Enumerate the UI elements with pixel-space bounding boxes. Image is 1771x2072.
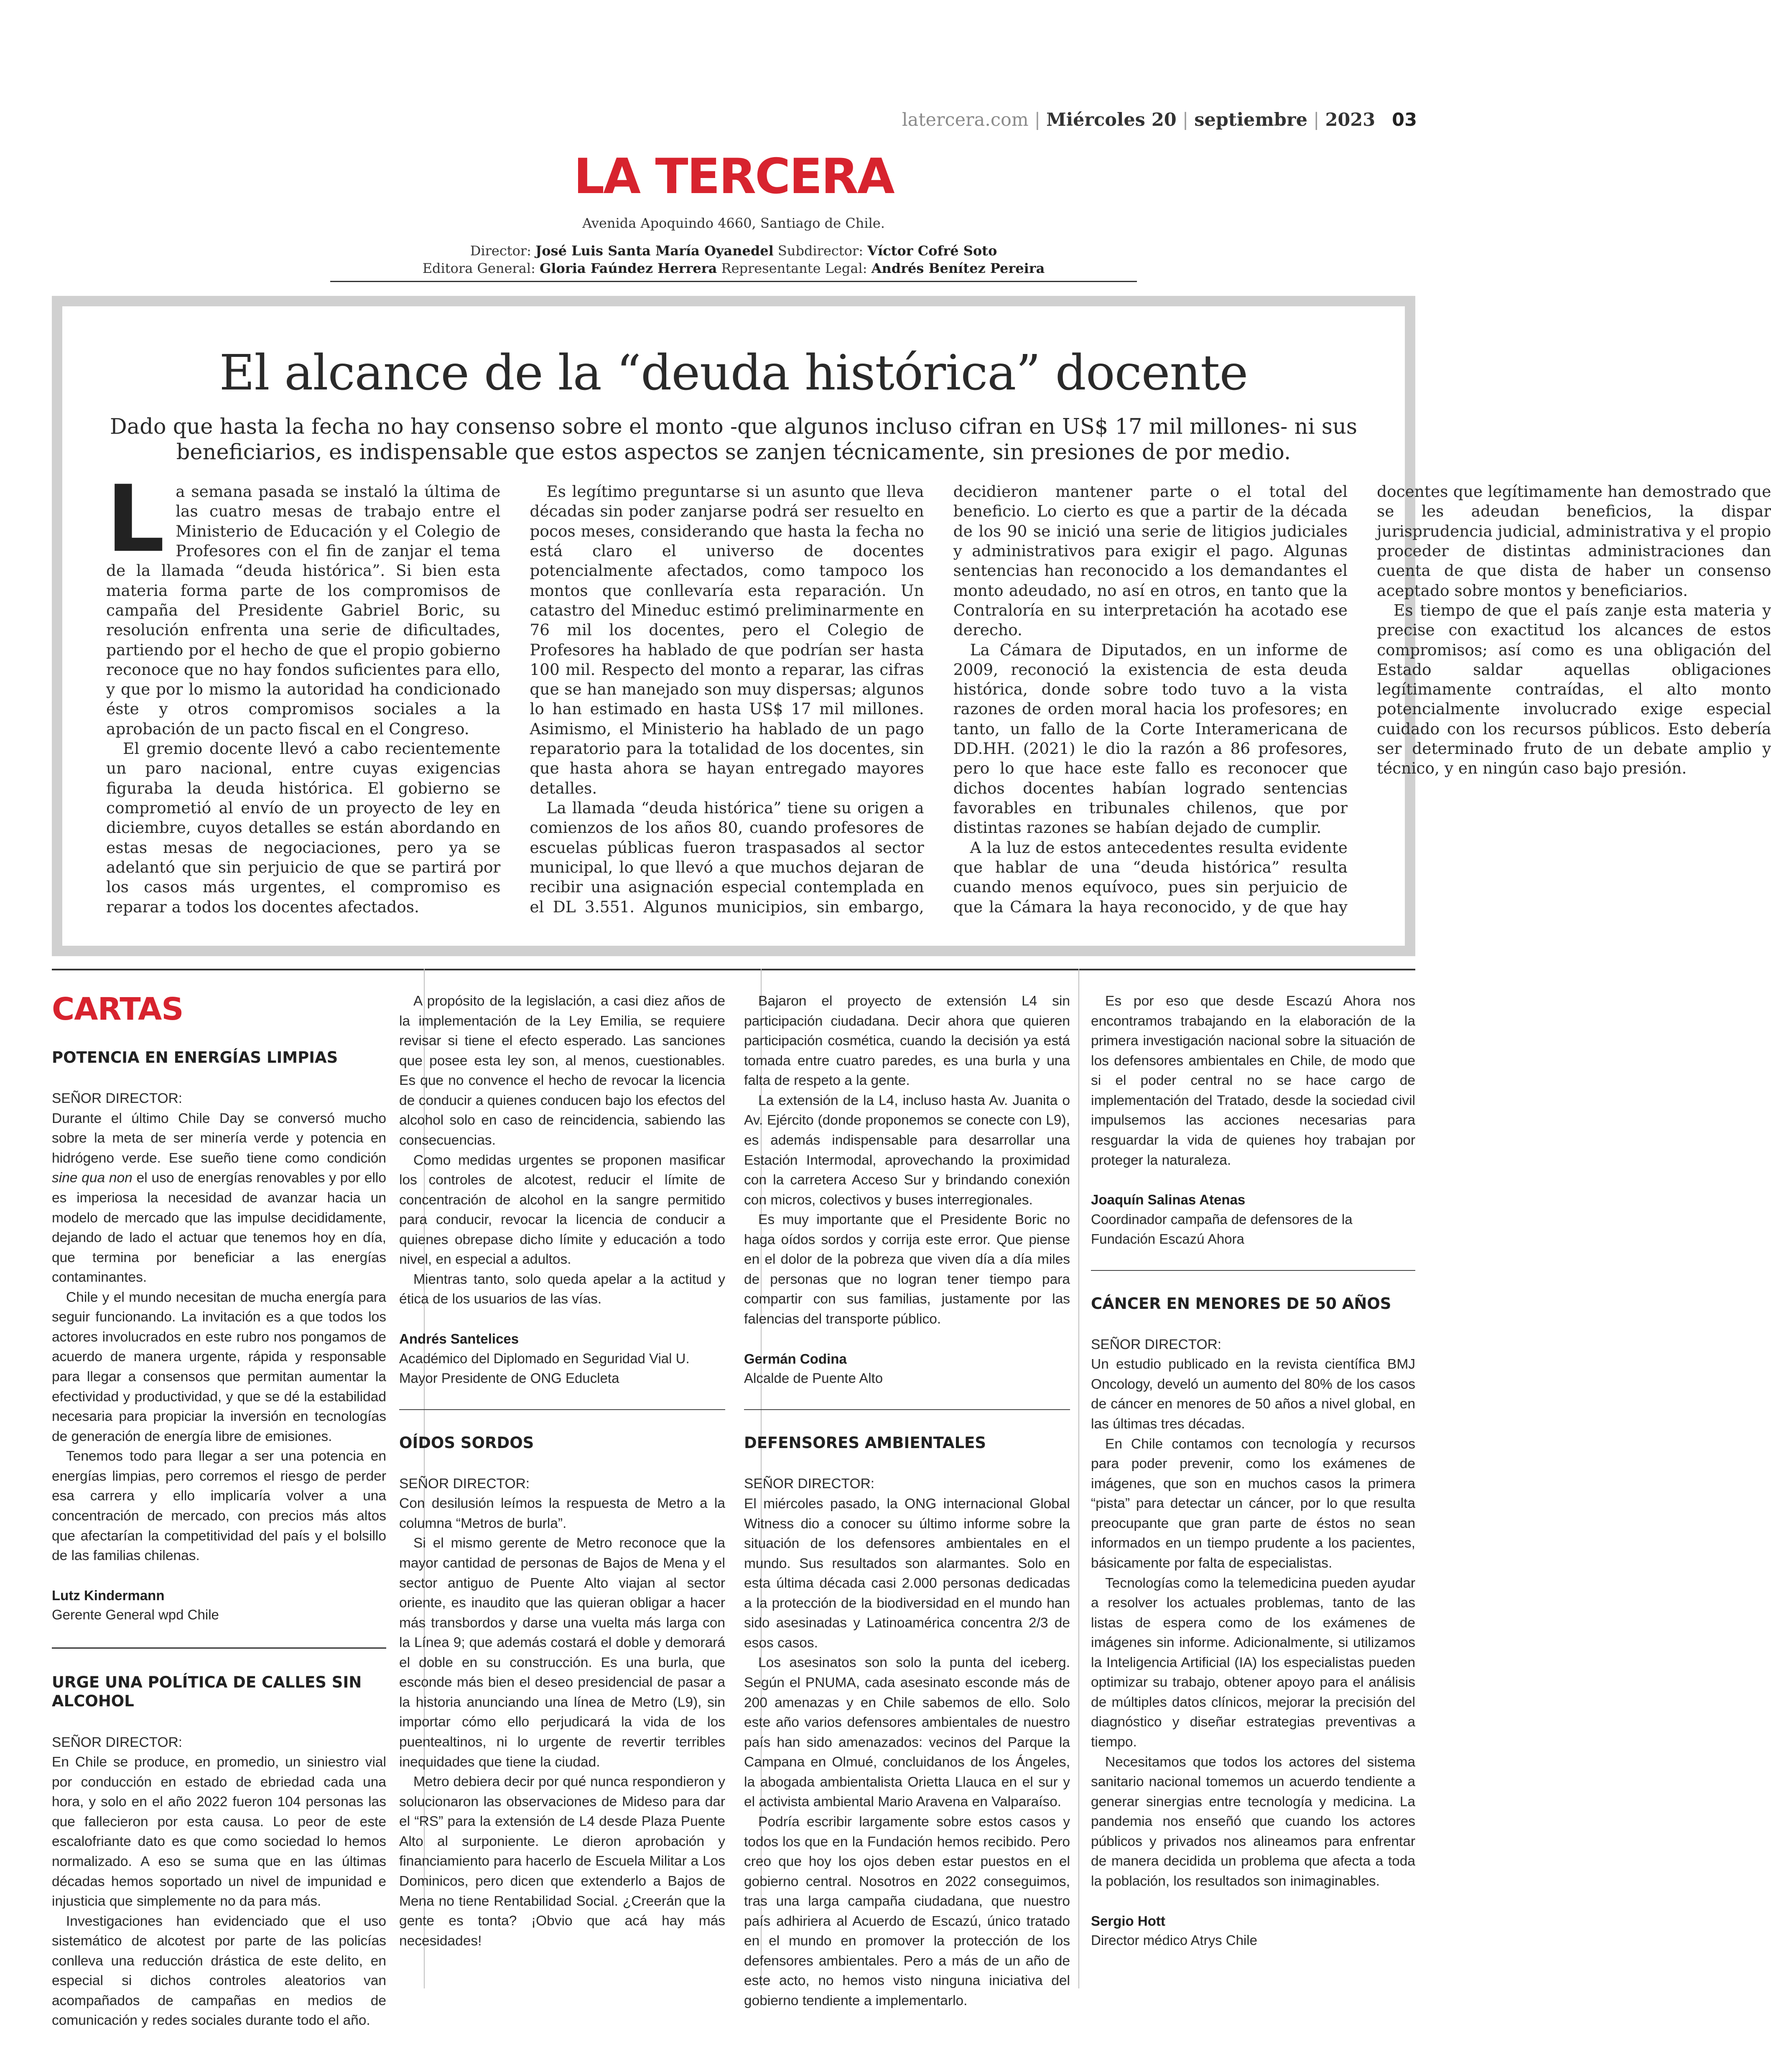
author-role: Coordinador campaña de defensores de la Fundación Escazú Ahora [1091,1211,1353,1247]
masthead [330,148,1137,277]
letter-paragraph: Los asesinatos son solo la punta del iceberg. Según el PNUMA, cada asesinato esconde más de 200 amenazas y en Chile sabemos de ello. Solo este año varios defensores ambientales de nuestro país han sido amenazados: vecinos del Parque la Campana en Olmué, concluidanos de los Ángeles, la abogada ambientalista Orietta Llauca en el sur y el activista ambiental Mario Aravena en Valparaíso. [744,1655,1070,1810]
page-header-line [902,109,1417,130]
editorial-headline: El alcance de la “deuda histórica” docente [219,345,1248,401]
salutation: SEÑOR DIRECTOR: [52,1734,183,1750]
letter-paragraph: Es muy importante que el Presidente Boric no haga oídos sordos y corrija este error. Que piense en el dolor de la pobreza que viven día a día miles de personas que no logran tener tiempo para compartir con sus familias, justamente por las falencias del transporte público. [744,1212,1070,1327]
author-role: Académico del Diplomado en Seguridad Vial U. Mayor Presidente de ONG Educleta [399,1350,690,1386]
header-separator: | [1034,109,1041,130]
letter-signature [744,1349,1070,1389]
letter-paragraph: Es por eso que desde Escazú Ahora nos encontramos trabajando en la elaboración de la primera investigación nacional sobre la situación de los defensores ambientales en Chile, de modo que si el poder central no se hace cargo de implementación del Tratado, desde la sociedad civil impulsemos las acciones necesarias para resguardar la vida de quienes hoy trabajan por proteger la naturaleza. [1091,993,1415,1168]
drop-cap: L [106,466,165,573]
cartas-section-title: CARTAS [52,991,183,1027]
column-divider [1078,969,1079,1988]
header-separator: | [1313,109,1320,130]
salutation: SEÑOR DIRECTOR: [1091,1336,1222,1352]
subdirector-name: Víctor Cofré Soto [867,243,997,259]
letter-paragraph: En Chile contamos con tecnología y recursos para poder prevenir, como los exámenes de imágenes, que son en muchos casos la primera “pista” para detectar un cáncer, por lo que resulta preocupante que gran parte de éstos no sean informados en un tiempo prudente a los pacientes, básicamente por falta de especialistas. [1091,1436,1415,1571]
page-number: 03 [1392,109,1417,130]
letter-paragraph: El miércoles pasado, la ONG internacional Global Witness dio a conocer su último informe sobre la situación de los defensores ambientales en el mundo. Sus resultados son alarmantes. Solo en esta última década casi 2.000 personas dedicadas a la protección de la biodiversidad en el mundo han sido asesinadas y Latinoamérica concentra 2/3 de esos casos. [744,1496,1070,1651]
letter-paragraph: Un estudio publicado en la revista científica BMJ Oncology, develó un aumento del 80% de los casos de cáncer en menores de 50 años a nivel global, en las últimas tres décadas. [1091,1357,1415,1432]
letter-paragraph: Bajaron el proyecto de extensión L4 sin participación ciudadana. Decir ahora que quieren participación cosmética, cuando la decisión ya está tomada entre cuatro paredes, es una burla y una falta de respeto a la gente. [744,993,1070,1089]
newspaper-logo: LA TERCERA [573,148,894,205]
site-url[interactable]: latercera.com [902,109,1029,130]
editorial-paragraph: La Cámara de Diputados, en un informe de 2009, reconoció la existencia de esta deuda histórica, donde sobre todo tuvo a la vista razones de orden moral hacia los profesores; en tanto, un fallo de la Corte Interamericana de DD.HH. (2021) le dio la razón a 86 profesores, pero lo que hace este fallo es reconocer que dichos docentes habían logrado sentencias favorables en tribunales chilenos, que por distintas razones se habían dejado de cumplir. [953,640,1348,837]
author-name: Lutz Kindermann [52,1587,165,1603]
letter-title: DEFENSORES AMBIENTALES [744,1434,986,1452]
letter-paragraph: Con desilusión leímos la respuesta de Metro a la columna “Metros de burla”. [399,1496,725,1531]
letter-paragraph: Necesitamos que todos los actores del sistema sanitario nacional tomemos un acuerdo tendiente a generar sinergias entre tecnología y medicina. La pandemia nos enseñó que cuando los actores públicos y privados nos alineamos para enfrentar de manera decidida un problema que afecta a toda la población, los resultados son inimaginables. [1091,1754,1415,1889]
letter-paragraph: Si el mismo gerente de Metro reconoce que la mayor cantidad de personas de Bajos de Mena y el sector antiguo de Puente Alto viajan al sector oriente, es inaudito que las quieran obligar a hacer más transbordos y darse una vuelta más larga con la Línea 9; que además costará el doble y demorará el doble en su construcción. Es una burla, que esconde más bien el deseo presidencial de pasar a la historia anunciando una línea de Metro (L9), sin importar cómo ello perjudicará la vida de los puentealtinos, ni lo urgente de revertir terribles inequidades que tiene la ciudad. [399,1535,725,1770]
editorial-paragraph: La llamada “deuda histórica” tiene su origen a comienzos de los años 80, cuando profesores de escuelas públicas fueron traspasados al sector municipal, lo que llevó a que muchos dejaran de recibir una asignación especial contemplada en el DL 3.551. Algunos municipios, sin embargo, decidieron mantener parte o el total del beneficio. Lo cierto es que a partir de la década de los 90 se inició una serie de litigios judiciales y administrativos para exigir el pago. Algunas sentencias han reconocido a los demandantes el monto adeudado, no así en otros, en tanto que la Contraloría en su interpretación ha acotado ese derecho. [530,482,1348,916]
letter-signature [1091,1912,1415,1951]
letter-divider [1091,1270,1415,1271]
staff-line-2: Editora General: Gloria Faúndez Herrera Representante Legal: Andrés Benítez Pereira [422,260,1045,277]
letter-title: POTENCIA EN ENERGÍAS LIMPIAS [52,1049,338,1067]
letters-column-3 [744,991,1070,2011]
letter-signature [1091,1190,1415,1249]
author-role: Director médico Atrys Chile [1091,1932,1257,1948]
letter-divider [399,1409,725,1410]
letter-signature [399,1329,725,1388]
author-name: Germán Codina [744,1351,847,1367]
editorial-box [52,296,1771,956]
masthead-divider [330,281,1137,282]
letter-title: URGE UNA POLÍTICA DE CALLES SIN ALCOHOL [52,1673,362,1711]
letter-paragraph: Mientras tanto, solo queda apelar a la actitud y ética de los usuarios de las vías. [399,1271,725,1307]
staff-box [330,242,1137,277]
editor-name: Gloria Faúndez Herrera [540,260,717,277]
letters-column-2 [399,991,725,1951]
editorial-paragraph: A la luz de estos antecedentes resulta evidente que hablar de una “deuda histórica” resulta cuando menos equívoco, pues sin perjuicio de que la Cámara la haya reconocido, y de que hay docentes que legítimamente han demostrado que se les adeudan beneficios, la dispar jurisprudencia judicial, administrativa y el propio proceder de distintas administraciones dan cuenta de que dista de haber un consenso aceptado sobre montos y beneficiarios. [953,482,1771,916]
letter-paragraph: En Chile se produce, en promedio, un siniestro vial por conducción en estado de ebriedad cada una hora, y solo en el año 2022 fueron 104 personas las que fallecieron por esta causa. Lo peor de este escalofriante dato es que como sociedad lo hemos normalizado. A eso se suma que en las últimas décadas hemos soportado un nivel de impunidad e injusticia que simplemente no da para más. [52,1754,386,1909]
legal-rep-name: Andrés Benítez Pereira [871,260,1045,277]
editorial-panel [62,306,1771,946]
header-day: Miércoles 20 [1046,109,1177,130]
letter-paragraph: Investigaciones han evidenciado que el uso sistemático de alcotest por parte de las policías conlleva una reducción drástica de este delito, en especial si dichos controles aleatorios van acompañados de campañas en medios de comunicación y redes sociales durante todo el año. [52,1913,386,2029]
letter-paragraph: A propósito de la legislación, a casi diez años de la implementación de la Ley Emilia, se requiere revisar si tiene el efecto esperado. Las sanciones que posee esta ley son, al menos, cuestionables. Es que no convence el hecho de revocar la licencia de conducir a quienes conducen bajo los efectos del alcohol solo en caso de reincidencia, sabiendo las consecuencias. [399,993,725,1148]
author-name: Andrés Santelices [399,1331,519,1347]
salutation: SEÑOR DIRECTOR: [399,1476,530,1492]
letter-paragraph: La extensión de la L4, incluso hasta Av. Juanita o Av. Ejército (donde proponemos se conecte con L9), es además indispensable para desarrollar una Estación Intermodal, aprovechando la proximidad con la carretera Acceso Sur y brindando conexión con micros, colectivos y buses interregionales. [744,1092,1070,1208]
editorial-paragraph: Es legítimo preguntarse si un asunto que lleva décadas sin poder zanjarse podrá ser resuelto en pocos meses, considerando que hasta la fecha no está claro el universo de docentes potencialmente afectados, como tampoco los montos que conllevaría esta reparación. Un catastro del Mineduc estimó preliminarmente en 76 mil los docentes, pero el Colegio de Profesores ha hablado de que podrían ser hasta 100 mil. Respecto del monto a reparar, las cifras que se han manejado son muy dispersas; algunos lo han estimado en hasta US$ 17 mil millones. Asimismo, el Ministerio ha hablado de un pago reparatorio para la totalidad de los docentes, sin que hasta ahora se hayan entregado mayores detalles. [530,482,924,797]
header-month: septiembre [1194,109,1307,130]
letters-column-4 [1091,991,1415,1950]
author-role: Gerente General wpd Chile [52,1607,219,1623]
letter-paragraph: Durante el último Chile Day se conversó mucho sobre la meta de ser minería verde y potencia en hidrógeno verde. Ese sueño tiene como condición sine qua non el uso de energías renovables y por ello es imperiosa la necesidad de avanzar hacia un modelo de mercado que las impulse decididamente, dejando de lado el actuar que tenemos hoy en día, que termina por beneficiar a las energías contaminantes. [52,1110,386,1285]
letters-column-1 [52,1048,386,2031]
letter-divider [744,1409,1070,1410]
letter-paragraph: Metro debiera decir por qué nunca respondieron y solucionaron las observaciones de Mideso para dar el “RS” para la extensión de L4 desde Plaza Puente Alto al surponiente. Le dieron aprobación y financiamiento para hacerlo de Escuela Militar a Los Dominicos, pero dicen que extenderlo a Bajos de Mena no tiene Rentabilidad Social. ¿Creerán que la gente es tonta? ¡Obvio que acá hay más necesidades! [399,1774,725,1949]
letter-paragraph: Podría escribir largamente sobre estos casos y todos los que en la Fundación hemos recibido. Pero creo que hoy los ojos deben estar puestos en el gobierno central. Nosotros en 2022 conseguimos, tras una larga campaña ciudadana, que nuestro país adhiriera al Acuerdo de Escazú, único tratado en el mundo en promover la protección de los defensores ambientales. Pero a más de un año de este acto, no hemos visto ninguna iniciativa del gobierno tendiente a implementarlo. [744,1814,1070,2009]
letter-paragraph: Como medidas urgentes se proponen masificar los controles de alcotest, reducir el límite de concentración de alcohol en la sangre permitido para conducir, revocar la licencia de conducir a quienes obrepase dicho límite y educación a todo nivel, en especial a adultos. [399,1152,725,1268]
author-name: Sergio Hott [1091,1913,1165,1929]
editorial-deck: Dado que hasta la fecha no hay consenso sobre el monto -que algunos incluso cifran en US$ 17 mil millones- ni sus beneficiarios, es indispensable que estos aspectos se zanjen técnicamente, sin presiones de por medio. [110,415,1358,465]
editorial-paragraph: La semana pasada se instaló la última de las cuatro mesas de trabajo entre el Ministerio de Educación y el Colegio de Profesores con el fin de zanjar el tema de la llamada “deuda histórica”. Si bien esta materia forma parte de los compromisos de campaña del Presidente Gabriel Boric, su resolución enfrenta una serie de dificultades, partiendo por el hecho de que el propio gobierno reconoce que no hay fondos suficientes para ello, y que por lo mismo la autoridad ha condicionado éste y otros compromisos sociales a la aprobación de un pacto fiscal en el Congreso. [106,466,501,738]
salutation: SEÑOR DIRECTOR: [52,1091,183,1107]
staff-line-1: Director: José Luis Santa María Oyanedel Subdirector: Víctor Cofré Soto [470,243,997,259]
header-separator: | [1182,109,1189,130]
director-name: José Luis Santa María Oyanedel [535,243,774,259]
letter-title: CÁNCER EN MENORES DE 50 AÑOS [1091,1294,1391,1313]
letter-signature [52,1586,386,1625]
editorial-paragraph: El gremio docente llevó a cabo recientemente un paro nacional, entre cuyas exigencias figuraba la deuda histórica. El gobierno se comprometió al envío de un proyecto de ley en diciembre, cuyos detalles se están abordando en estas mesas de negociaciones, pero ya se adelantó que sin perjuicio de que se partirá por los casos más urgentes, el compromiso es reparar a todos los docentes afectados. [106,739,501,916]
cartas-top-rule [52,969,1415,970]
letter-paragraph: Tenemos todo para llegar a ser una potencia en energías limpias, pero corremos el riesgo de perder esa carrera y ello implicaría volver a una concentración de mercado, con precios más altos que afectarían la competitividad del país y el bolsillo de las familias chilenas. [52,1448,386,1564]
editorial-paragraph: Es tiempo de que el país zanje esta materia y precise con exactitud los alcances de estos compromisos; así como es una obligación del Estado saldar aquellas obligaciones legítimamente contraídas, el alto monto potencialmente involucrado exige especial cuidado con los recursos públicos. Esto debería ser determinado fruto de un debate amplio y técnico, y en ningún caso bajo presión. [1376,601,1771,778]
salutation: SEÑOR DIRECTOR: [744,1476,875,1492]
letter-paragraph: Tecnologías como la telemedicina pueden ayudar a resolver los actuales problemas, tanto de las listas de espera como de los exámenes de imágenes sin informe. Adicionalmente, si utilizamos la Inteligencia Artificial (IA) los especialistas pueden optimizar su trabajo, obtener apoyo para el análisis de múltiples datos clínicos, mejorar la precisión del diagnóstico y diseñar estrategias preventivas a tiempo. [1091,1575,1415,1750]
newspaper-address: Avenida Apoquindo 4660, Santiago de Chile. [582,215,885,231]
author-name: Joaquín Salinas Atenas [1091,1192,1246,1208]
editorial-body [106,466,1771,925]
author-role: Alcalde de Puente Alto [744,1370,883,1386]
header-year: 2023 [1325,109,1376,130]
letter-paragraph: Chile y el mundo necesitan de mucha energía para seguir funcionando. La invitación es a que todos los actores involucrados en este rubro nos pongamos de acuerdo de manera urgente, rápida y responsable para llegar a consensos que permitan aumentar la efectividad y productividad, y que se dé la estabilidad necesaria para propiciar la inversión en tecnologías de generación de energía libre de emisiones. [52,1289,386,1444]
letter-title: OÍDOS SORDOS [399,1433,534,1452]
letter-divider [52,1647,386,1649]
